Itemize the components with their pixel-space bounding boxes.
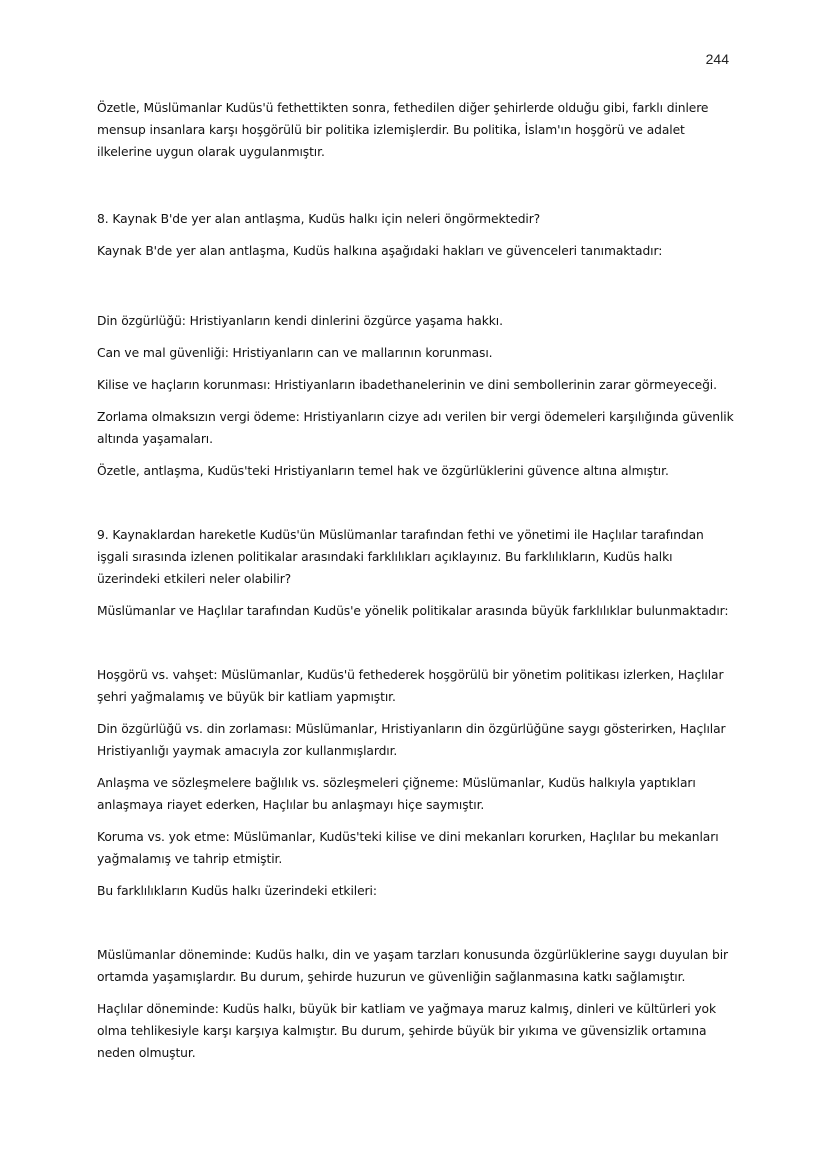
answer-9-item-tolerance: Hoşgörü vs. vahşet: Müslümanlar, Kudüs'ü fethederek hoşgörülü bir yönetim politikası izlerken, Haçlılar şehri yağmalamış ve büyük bir katliam yapmıştır. bbox=[97, 668, 724, 704]
answer-8-intro: Kaynak B'de yer alan antlaşma, Kudüs halkına aşağıdaki hakları ve güvenceleri tanımaktadır: bbox=[97, 244, 663, 258]
answer-9-item-protection: Koruma vs. yok etme: Müslümanlar, Kudüs'teki kilise ve dini mekanları korurken, Haçlılar bu mekanları yağmalamış ve tahrip etmiştir. bbox=[97, 830, 719, 866]
answer-8-item-tax: Zorlama olmaksızın vergi ödeme: Hristiyanların cizye adı verilen bir vergi ödemeleri karşılığında güvenlik altında yaşamaları. bbox=[97, 410, 734, 446]
answer-8-item-churches: Kilise ve haçların korunması: Hristiyanların ibadethanelerinin ve dini sembollerinin zarar görmeyeceği. bbox=[97, 378, 717, 392]
summary-paragraph: Özetle, Müslümanlar Kudüs'ü fethettikten sonra, fethedilen diğer şehirlerde olduğu gibi, farklı dinlere mensup insanlara karşı hoşgörülü bir politika izlemişlerdir. Bu politika, İslam'ın hoşgörü ve adalet ilkelerine uygun olarak uygulanmıştır. bbox=[97, 101, 709, 159]
answer-8-summary: Özetle, antlaşma, Kudüs'teki Hristiyanların temel hak ve özgürlüklerini güvence altına almıştır. bbox=[97, 464, 669, 478]
answer-9-effect-muslims: Müslümanlar döneminde: Kudüs halkı, din ve yaşam tarzları konusunda özgürlüklerine saygı duyulan bir ortamda yaşamışlardır. Bu durum, şehirde huzurun ve güvenliğin sağlanmasına katkı sağlamıştır. bbox=[97, 948, 728, 984]
page-number: 244 bbox=[705, 51, 729, 67]
document-body bbox=[97, 97, 737, 1064]
answer-9-effects-heading: Bu farklılıkların Kudüs halkı üzerindeki etkileri: bbox=[97, 884, 377, 898]
answer-9-item-agreements: Anlaşma ve sözleşmelere bağlılık vs. sözleşmeleri çiğneme: Müslümanlar, Kudüs halkıyla yaptıkları anlaşmaya riayet ederken, Haçlılar bu anlaşmayı hiçe saymıştır. bbox=[97, 776, 696, 812]
question-8: 8. Kaynak B'de yer alan antlaşma, Kudüs halkı için neleri öngörmektedir? bbox=[97, 212, 541, 226]
answer-9-item-religious-freedom: Din özgürlüğü vs. din zorlaması: Müslümanlar, Hristiyanların din özgürlüğüne saygı gösterirken, Haçlılar Hristiyanlığı yaymak amacıyla zor kullanmışlardır. bbox=[97, 722, 726, 758]
answer-9-effect-crusaders: Haçlılar döneminde: Kudüs halkı, büyük bir katliam ve yağmaya maruz kalmış, dinleri ve kültürleri yok olma tehlikesiyle karşı karşıya kalmıştır. Bu durum, şehirde büyük bir yıkıma ve güvensizlik ortamına neden olmuştur. bbox=[97, 1002, 717, 1060]
answer-8-item-religious-freedom: Din özgürlüğü: Hristiyanların kendi dinlerini özgürce yaşama hakkı. bbox=[97, 314, 503, 328]
question-9: 9. Kaynaklardan hareketle Kudüs'ün Müslümanlar tarafından fethi ve yönetimi ile Haçlılar tarafından işgali sırasında izlenen politikalar arasındaki farklılıkları açıklayınız. Bu farklılıkların, Kudüs halkı üzerindeki etkileri neler olabilir? bbox=[97, 528, 704, 586]
answer-8-item-life-property: Can ve mal güvenliği: Hristiyanların can ve mallarının korunması. bbox=[97, 346, 493, 360]
answer-9-intro: Müslümanlar ve Haçlılar tarafından Kudüs'e yönelik politikalar arasında büyük farklılıklar bulunmaktadır: bbox=[97, 604, 729, 618]
